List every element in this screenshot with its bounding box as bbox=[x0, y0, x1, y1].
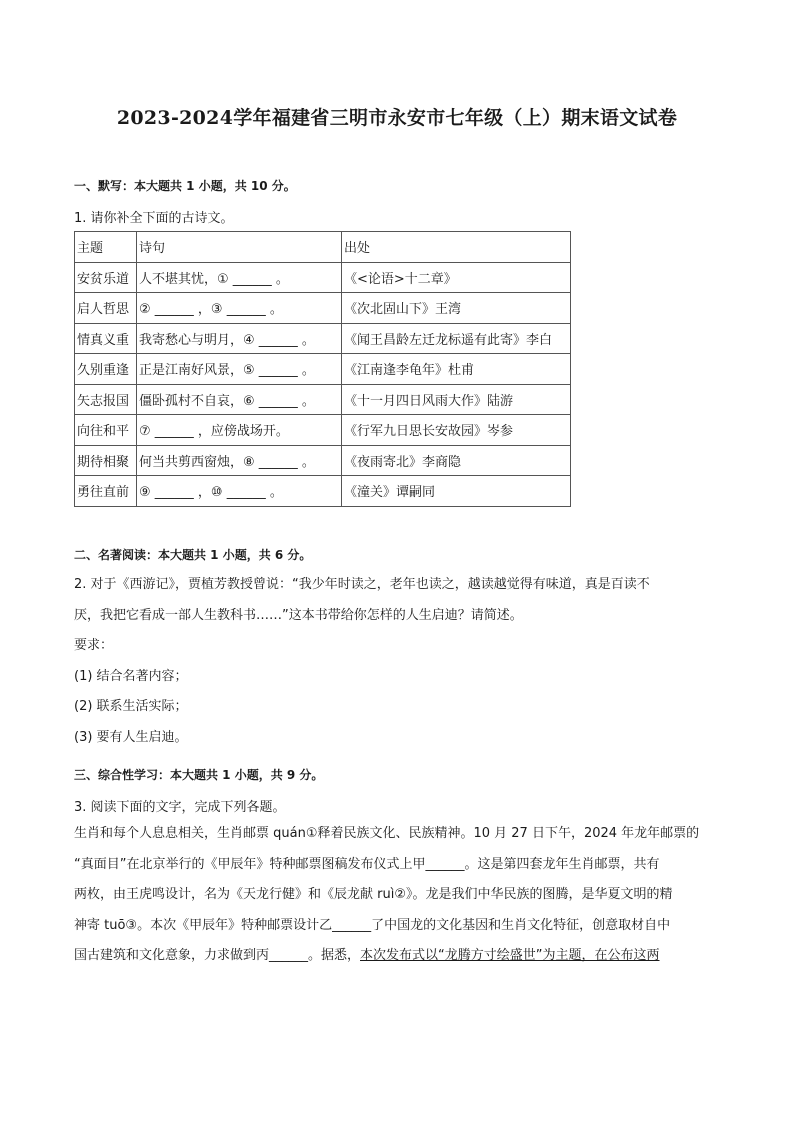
requirement-item: (1) 结合名著内容； bbox=[74, 668, 188, 684]
cell-source: 《十一月四日风雨大作》陆游 bbox=[342, 384, 571, 415]
passage-line: “真面目”在北京举行的《甲辰年》特种邮票图稿发布仪式上甲______。这是第四套龙年生肖邮票，共有 bbox=[74, 856, 660, 872]
passage-line: 两枚，由王虎鸣设计，名为《天龙行健》和《辰龙献 ruì②》。龙是我们中华民族的图腾，是华夏文明的精 bbox=[74, 887, 673, 902]
passage-line: 生肖和每个人息息相关，生肖邮票 quán①释着民族文化、民族精神。10 月 27 日下午，2024 年龙年邮票的 bbox=[74, 826, 700, 841]
question-2-line: 2. 对于《西游记》，贾植芳教授曾说：“我少年时读之，老年也读之，越读越觉得有味道，真是百读不 bbox=[74, 577, 650, 592]
passage-line: 神寄 tuō③。本次《甲辰年》特种邮票设计乙______了中国龙的文化基因和生肖文化特征，创意取材自中 bbox=[74, 917, 671, 933]
header-verse: 诗句 bbox=[137, 232, 342, 263]
cell-theme: 期待相聚 bbox=[75, 445, 137, 476]
cell-verse: 何当共剪西窗烛，⑧ ______ 。 bbox=[137, 445, 342, 476]
section-2-heading: 二、名著阅读：本大题共 1 小题，共 6 分。 bbox=[74, 548, 312, 562]
cell-theme: 久别重逢 bbox=[75, 354, 137, 385]
cell-verse: ⑦ ______ ，应傍战场开。 bbox=[137, 415, 342, 446]
passage-text: 国古建筑和文化意象，力求做到丙______。据悉， bbox=[74, 948, 361, 963]
cell-theme: 安贫乐道 bbox=[75, 262, 137, 293]
cell-theme: 勇往直前 bbox=[75, 476, 137, 507]
table-row bbox=[75, 323, 571, 354]
table-row bbox=[75, 476, 571, 507]
cell-theme: 矢志报国 bbox=[75, 384, 137, 415]
table-row bbox=[75, 262, 571, 293]
header-source: 出处 bbox=[342, 232, 571, 263]
table-row bbox=[75, 384, 571, 415]
underlined-sentence: 本次发布式以“龙腾方寸绘盛世”为主题，在公布这两 bbox=[360, 948, 660, 963]
section-3-heading: 三、综合性学习：本大题共 1 小题，共 9 分。 bbox=[74, 768, 324, 782]
page-title: 2023-2024学年福建省三明市永安市七年级（上）期末语文试卷 bbox=[116, 107, 678, 129]
cell-source: 《夜雨寄北》李商隐 bbox=[342, 445, 571, 476]
question-1: 1. 请你补全下面的古诗文。 bbox=[74, 211, 234, 226]
cell-source: 《潼关》谭嗣同 bbox=[342, 476, 571, 507]
cell-theme: 情真义重 bbox=[75, 323, 137, 354]
question-3: 3. 阅读下面的文字，完成下列各题。 bbox=[74, 800, 286, 815]
table-row bbox=[75, 354, 571, 385]
cell-source: 《江南逢李龟年》杜甫 bbox=[342, 354, 571, 385]
cell-source: 《<论语>十二章》 bbox=[342, 262, 571, 293]
cell-source: 《次北固山下》王湾 bbox=[342, 293, 571, 324]
section-1-heading: 一、默写：本大题共 1 小题，共 10 分。 bbox=[74, 179, 296, 193]
poem-table bbox=[74, 231, 571, 507]
requirement-item: (2) 联系生活实际； bbox=[74, 699, 188, 714]
cell-source: 《行军九日思长安故园》岑参 bbox=[342, 415, 571, 446]
requirement-item: (3) 要有人生启迪。 bbox=[74, 729, 188, 745]
question-2-line: 厌，我把它看成一部人生教科书……”这本书带给你怎样的人生启迪？请简述。 bbox=[74, 607, 523, 623]
cell-verse: ② ______ ，③ ______ 。 bbox=[137, 293, 342, 324]
cell-verse: 人不堪其忧，① ______ 。 bbox=[137, 262, 342, 293]
cell-verse: 正是江南好风景，⑤ ______ 。 bbox=[137, 354, 342, 385]
cell-verse: ⑨ ______ ，⑩ ______ 。 bbox=[137, 476, 342, 507]
table-header-row bbox=[75, 232, 571, 263]
passage-line bbox=[74, 941, 724, 972]
cell-verse: 我寄愁心与明月，④ ______ 。 bbox=[137, 323, 342, 354]
cell-source: 《闻王昌龄左迁龙标遥有此寄》李白 bbox=[342, 323, 571, 354]
requirements-label: 要求： bbox=[74, 638, 114, 653]
passage bbox=[74, 819, 724, 972]
table-row bbox=[75, 293, 571, 324]
question-2 bbox=[74, 570, 724, 753]
cell-theme: 启人哲思 bbox=[75, 293, 137, 324]
cell-theme: 向往和平 bbox=[75, 415, 137, 446]
header-theme: 主题 bbox=[75, 232, 137, 263]
table-row bbox=[75, 415, 571, 446]
table-row bbox=[75, 445, 571, 476]
cell-verse: 僵卧孤村不自哀，⑥ ______ 。 bbox=[137, 384, 342, 415]
